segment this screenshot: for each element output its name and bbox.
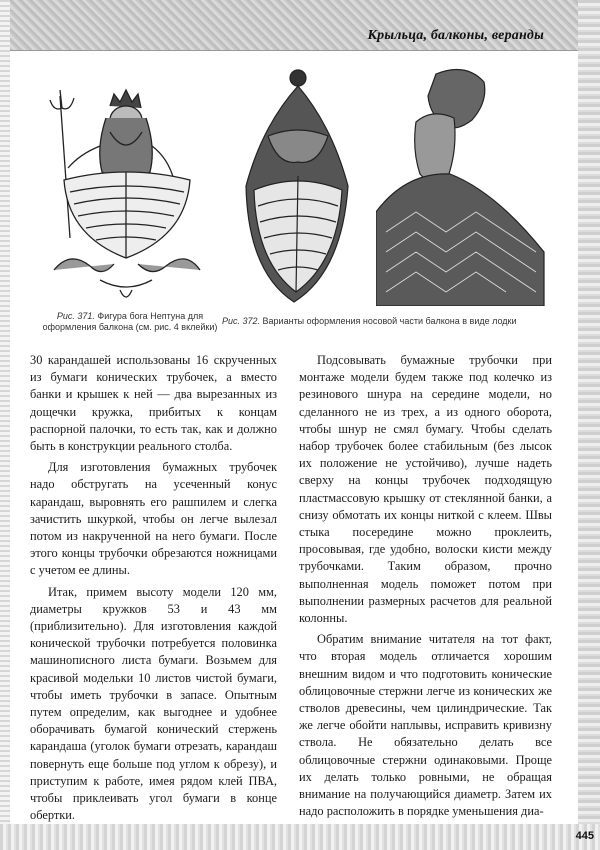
figure-371-caption-text: Фигура бога Нептуна для оформления балкона (см. рис. 4 вклейки)	[42, 311, 218, 332]
figure-372-caption-text: Варианты оформления носовой части балкона в виде лодки	[262, 316, 517, 326]
figure-372-number: Рис. 372.	[222, 316, 261, 326]
figure-372-prow-variant-a	[228, 66, 364, 314]
paragraph: Итак, примем высоту модели 120 мм, диаметры кружков 53 и 43 мм (приблизительно). Для изготовления каждой конической трубочки потребуется половинка машинописного листа бумаги. Возьмем для красивой модельки 10 листов чистой бумаги, чтобы иметь трубочки в запасе. Опытным путем определим, как выгоднее и удобнее оборачивать бумагой конический стержень карандаша (уголок бумаги отрезать, карандаш повернуть еще больше под углом к обрезу), и приступим к работе, имея рядом клей ПВА, чтобы приклеивать угол бумаги в конце обертки.	[30, 584, 277, 823]
figure-371-number: Рис. 371.	[56, 311, 95, 321]
text-column-left	[30, 352, 277, 828]
decorative-left-border	[0, 0, 10, 850]
figure-372-caption	[222, 316, 582, 327]
figure-371-caption	[30, 311, 230, 332]
section-title: Крыльца, балконы, веранды	[367, 28, 544, 43]
page-header	[10, 0, 578, 51]
figure-372-prow-variant-b	[376, 62, 556, 306]
page-number: 445	[575, 830, 594, 842]
text-column-right	[299, 352, 552, 824]
paragraph: Подсовывать бумажные трубочки при монтаже модели будем также под колечко из резинового шнура на середине модели, но сделанного не из трех, а из одного оборота, чтобы шнур не смял бумагу. Чтобы сделать набор трубочек более стабильным (без лысок их положение не устойчиво), лучше надеть сверху на концы трубочек подходящую пластмассовую крышку от стеклянной банки, а снизу обмотать их концы ниткой с клеем. Швы стыка посередине можно проклеить, просовывая, где удобно, волоски кисти между трубочками. Таким образом, прочно выполненная модель поможет потом при выполнении размерных расчетов для реальной колонны.	[299, 353, 552, 626]
decorative-right-border	[575, 0, 600, 850]
paragraph: Обратим внимание читателя на тот факт, что вторая модель отличается хорошим внешним видом и что подготовить конические облицовочные стержни легче из конических же стволов древесины, чем цилиндрические. Так же легче обойти наплывы, исправить кривизну ствола. Не обязательно делать все облицовочные стержни одинаковыми. Проще их делать только ровными, не обращая внимание на получающийся диаметр. Затем их надо расположить в порядке уменьшения диа-	[299, 632, 552, 819]
paragraph: 30 карандашей использованы 16 скрученных из бумаги конических трубочек, а вместо банки и крышек к ней — два вырезанных из дощечки кружка, прибитых к концам распорной палочки, то есть так, как и должно быть в конструкции реального столба.	[30, 353, 277, 454]
paragraph: Для изготовления бумажных трубочек надо обстругать на усеченный конус карандаш, выровнять его рашпилем и слегка зачистить шкуркой, чтобы он легче вылезал потом из накрученной на него бумаги. После этого концы трубочки обрезаются ножницами с учетом ее длины.	[30, 460, 277, 578]
figure-371-neptune	[40, 68, 210, 308]
